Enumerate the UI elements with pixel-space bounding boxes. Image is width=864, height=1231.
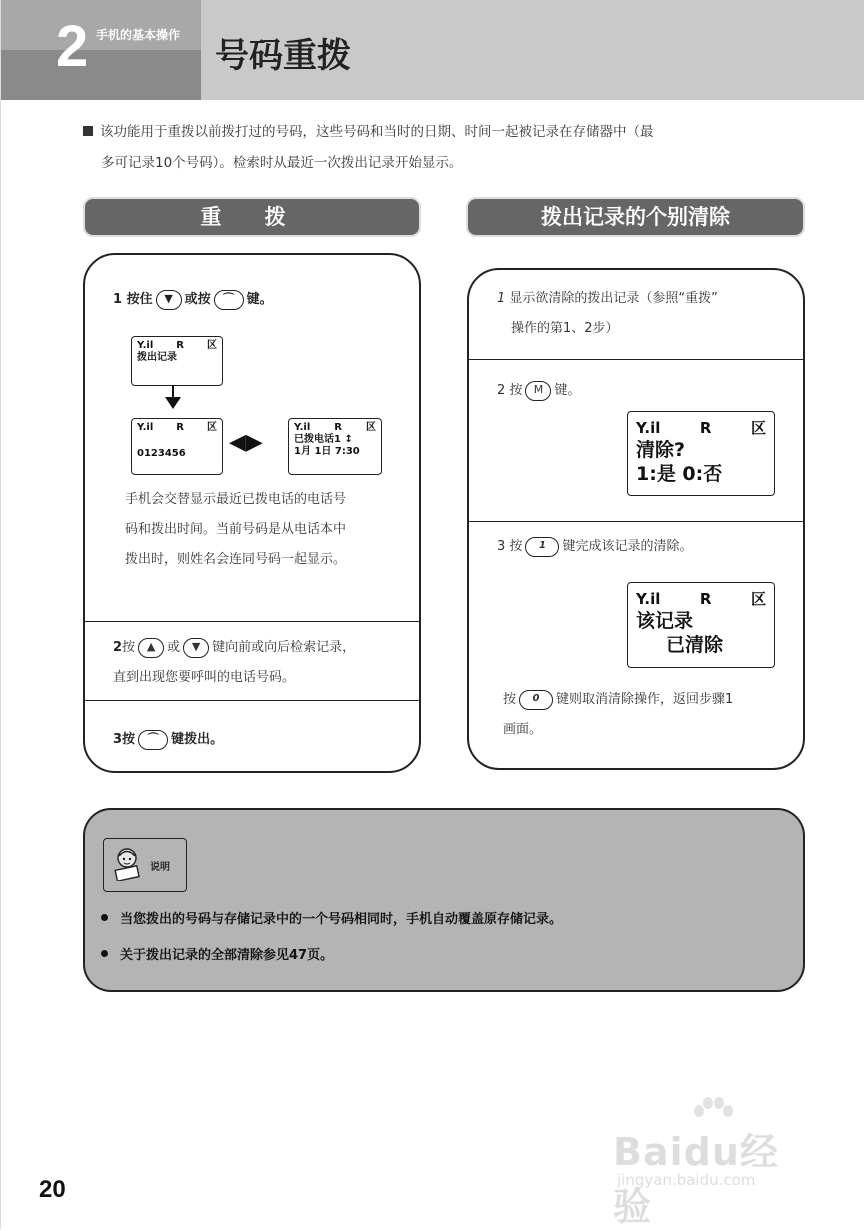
- redial-step-1-desc: [125, 485, 415, 575]
- lcd-line: 1月 1日 7:30: [294, 446, 360, 457]
- step-text: 键。: [246, 292, 273, 307]
- chapter-number: 2: [56, 14, 89, 79]
- double-arrow-icon: ◀▶: [229, 430, 263, 455]
- lcd-screen-confirm-clear: [627, 411, 775, 496]
- step-number: 3: [497, 539, 506, 554]
- step-text: 键完成该记录的清除。: [562, 539, 693, 554]
- divider: [85, 621, 419, 622]
- intro-line-2: 多可记录10个号码）。检索时从最近一次拨出记录开始显示。: [101, 155, 463, 171]
- step-text: 按: [503, 692, 517, 707]
- note-box: [83, 808, 805, 992]
- step-text: 或按: [184, 292, 211, 307]
- desc-line: 手机会交替显示最近已拨电话的电话号: [125, 492, 347, 507]
- step-number: 2: [113, 640, 123, 655]
- lcd-line: 拨出记录: [137, 352, 177, 363]
- square-bullet-icon: [83, 126, 93, 136]
- note-label: 说明: [150, 862, 170, 873]
- redial-step-3: [113, 725, 223, 755]
- roaming-icon: R: [176, 422, 184, 433]
- baidu-watermark: [613, 1097, 813, 1229]
- area-icon: 区: [206, 340, 217, 351]
- roaming-icon: R: [699, 590, 712, 608]
- step-text: 按: [509, 383, 523, 398]
- step-number: 3: [113, 732, 123, 747]
- bullet-icon: [101, 950, 108, 957]
- roaming-icon: R: [334, 422, 342, 433]
- signal-icon: Y.il: [294, 422, 311, 433]
- step-text: 显示欲清除的拨出记录（参照“重拨”: [509, 291, 718, 306]
- lcd-line: 已清除: [666, 634, 724, 656]
- lcd-screen-number: [131, 418, 223, 475]
- lcd-line: 0123456: [137, 448, 186, 459]
- watermark-url: jingyan.baidu.com: [617, 1171, 756, 1189]
- roaming-icon: R: [176, 340, 184, 351]
- step-text: 按住: [126, 292, 153, 307]
- step-text: 键拨出。: [171, 732, 224, 747]
- signal-icon: Y.il: [636, 419, 661, 437]
- step-number: 1: [497, 291, 506, 306]
- note-item: [101, 908, 562, 927]
- lcd-line: 该记录: [636, 610, 694, 632]
- step-text: 画面。: [503, 722, 543, 737]
- desc-line: 拨出时，则姓名会连同号码一起显示。: [125, 552, 347, 567]
- redial-panel: [83, 253, 421, 773]
- divider: [469, 521, 803, 522]
- clear-heading: 拨出记录的个别清除: [466, 197, 805, 237]
- step-text: 键向前或向后检索记录，: [212, 640, 356, 655]
- chapter-subtitle: 手机的基本操作: [96, 28, 181, 42]
- area-icon: 区: [750, 590, 766, 608]
- step-text: 按: [122, 732, 136, 747]
- intro-paragraph: [83, 117, 783, 179]
- step-text: 按: [122, 640, 136, 655]
- person-reading-icon: [112, 847, 142, 881]
- lcd-screen-cleared: [627, 582, 775, 668]
- clear-panel: [467, 268, 805, 770]
- lcd-screen-outgoing-log: [131, 336, 223, 386]
- redial-step-1: [113, 285, 273, 315]
- down-key-icon: ▼: [156, 290, 182, 310]
- clear-step-2: [497, 376, 580, 406]
- clear-step-3: [497, 532, 692, 562]
- redial-step-2: [113, 633, 413, 693]
- bullet-icon: [101, 914, 108, 921]
- step-text: 键则取消清除操作，返回步骤1: [556, 692, 734, 707]
- area-icon: 区: [365, 422, 376, 433]
- step-text: 直到出现您要呼叫的电话号码。: [113, 670, 296, 685]
- divider: [469, 359, 803, 360]
- note-badge: [103, 838, 187, 892]
- note-text: 关于拨出记录的全部清除参见47页。: [120, 948, 334, 963]
- roaming-icon: R: [699, 419, 712, 437]
- signal-icon: Y.il: [137, 422, 154, 433]
- desc-line: 码和拨出时间。当前号码是从电话本中: [125, 522, 347, 537]
- step-text: 操作的第1、2步）: [511, 321, 619, 336]
- intro-line-1: 该功能用于重拨以前拨打过的号码，这些号码和当时的日期、时间一起被记录在存储器中（最: [100, 124, 654, 140]
- up-key-icon: ▲: [138, 638, 164, 658]
- step-text: 键。: [554, 383, 581, 398]
- step-number: 2: [497, 383, 506, 398]
- zero-key-icon: 0: [519, 690, 553, 710]
- step-text: 或: [167, 640, 181, 655]
- clear-cancel-note: [503, 685, 799, 745]
- one-key-icon: 1: [525, 537, 559, 557]
- note-text: 当您拨出的号码与存储记录中的一个号码相同时，手机自动覆盖原存储记录。: [120, 912, 563, 927]
- signal-icon: Y.il: [636, 590, 661, 608]
- down-key-icon: ▼: [183, 638, 209, 658]
- redial-heading: 重 拨: [83, 197, 421, 237]
- step-number: 1: [113, 292, 123, 307]
- page-number: 20: [39, 1176, 66, 1203]
- lcd-line: 1:是 0:否: [636, 463, 723, 485]
- step-text: 按: [509, 539, 523, 554]
- lcd-line: 已拨电话1 ↕: [294, 434, 353, 445]
- note-item: [101, 944, 333, 963]
- area-icon: 区: [750, 419, 766, 437]
- lcd-line: 清除?: [636, 439, 686, 461]
- menu-key-icon: M: [525, 381, 551, 401]
- page-title: 号码重拨: [215, 36, 351, 76]
- signal-icon: Y.il: [137, 340, 154, 351]
- area-icon: 区: [206, 422, 217, 433]
- divider: [85, 700, 419, 701]
- call-key-icon: ⌒: [214, 290, 244, 310]
- clear-step-1: [497, 284, 797, 344]
- watermark-logo: Baidu经验: [613, 1130, 779, 1229]
- call-key-icon: ⌒: [138, 730, 168, 750]
- lcd-screen-call-time: [288, 418, 382, 475]
